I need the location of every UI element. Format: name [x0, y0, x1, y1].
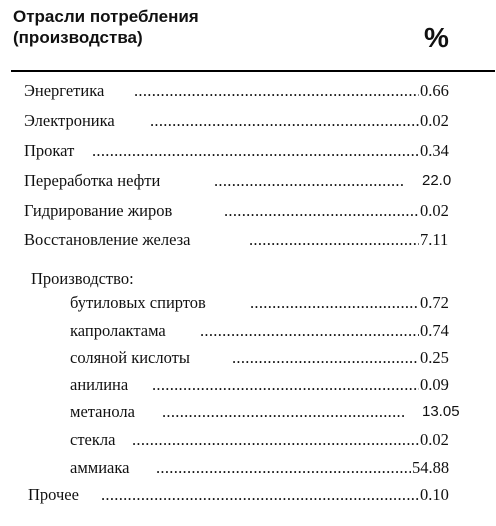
row-label: Электроника: [24, 111, 115, 130]
table-row: [0, 400, 496, 424]
table-row: [0, 291, 496, 315]
row-label: капролактама: [70, 321, 166, 340]
row-value: 0.10: [420, 485, 449, 504]
header-title-line2: (производства): [13, 28, 143, 47]
row-value: 0.02: [420, 201, 449, 220]
table-row: [0, 228, 496, 252]
leader-dots: [214, 169, 404, 193]
row-label: бутиловых спиртов: [70, 293, 206, 312]
header-divider: [11, 70, 495, 72]
row-label: Прочее: [28, 485, 79, 504]
row-value: 7.11: [420, 230, 449, 249]
row-label: анилина: [70, 375, 129, 394]
row-value: 0.02: [420, 111, 449, 130]
table-row: [0, 456, 496, 480]
leader-dots: [134, 79, 419, 103]
row-value: 0.74: [420, 321, 449, 340]
row-label: стекла: [70, 430, 116, 449]
leader-dots: [150, 109, 419, 133]
table-row: [0, 483, 496, 507]
leader-dots: [232, 346, 419, 370]
row-label: Переработка нефти: [24, 171, 161, 190]
leader-dots: [132, 428, 419, 452]
table-row: [0, 139, 496, 163]
leader-dots: [152, 373, 419, 397]
row-label: Энергетика: [24, 81, 105, 100]
row-value: 0.09: [420, 375, 449, 394]
table-row: [0, 319, 496, 343]
table-row: [0, 109, 496, 133]
leader-dots: [101, 483, 419, 507]
leader-dots: [249, 228, 419, 252]
table-row: [0, 169, 496, 193]
table-row: [0, 373, 496, 397]
column-header-sectors: [13, 6, 199, 48]
row-label: Восстановление железа: [24, 230, 191, 249]
row-value: 0.02: [420, 430, 449, 449]
row-value: 0.34: [420, 141, 449, 160]
leader-dots: [200, 319, 419, 343]
table-row: [0, 199, 496, 223]
row-label: метанола: [70, 402, 135, 421]
leader-dots: [250, 291, 419, 315]
row-label: Прокат: [24, 141, 75, 160]
section-title: Производство:: [31, 269, 134, 288]
header-title-line1: Отрасли потребления: [13, 7, 199, 26]
leader-dots: [224, 199, 419, 223]
leader-dots: [162, 400, 404, 424]
leader-dots: [156, 456, 411, 480]
row-label: соляной кислоты: [70, 348, 190, 367]
row-value: 0.72: [420, 293, 449, 312]
table-row: [0, 79, 496, 103]
table-row: [0, 428, 496, 452]
row-value: 54.88: [412, 458, 450, 477]
row-value: 0.25: [420, 348, 449, 367]
row-label: Гидрирование жиров: [24, 201, 173, 220]
row-value: 0.66: [420, 81, 449, 100]
row-label: аммиака: [70, 458, 130, 477]
leader-dots: [92, 139, 419, 163]
row-value: 22.0: [422, 172, 452, 189]
column-header-percent: %: [424, 22, 449, 53]
table-row: [0, 346, 496, 370]
row-value: 13.05: [422, 403, 460, 420]
